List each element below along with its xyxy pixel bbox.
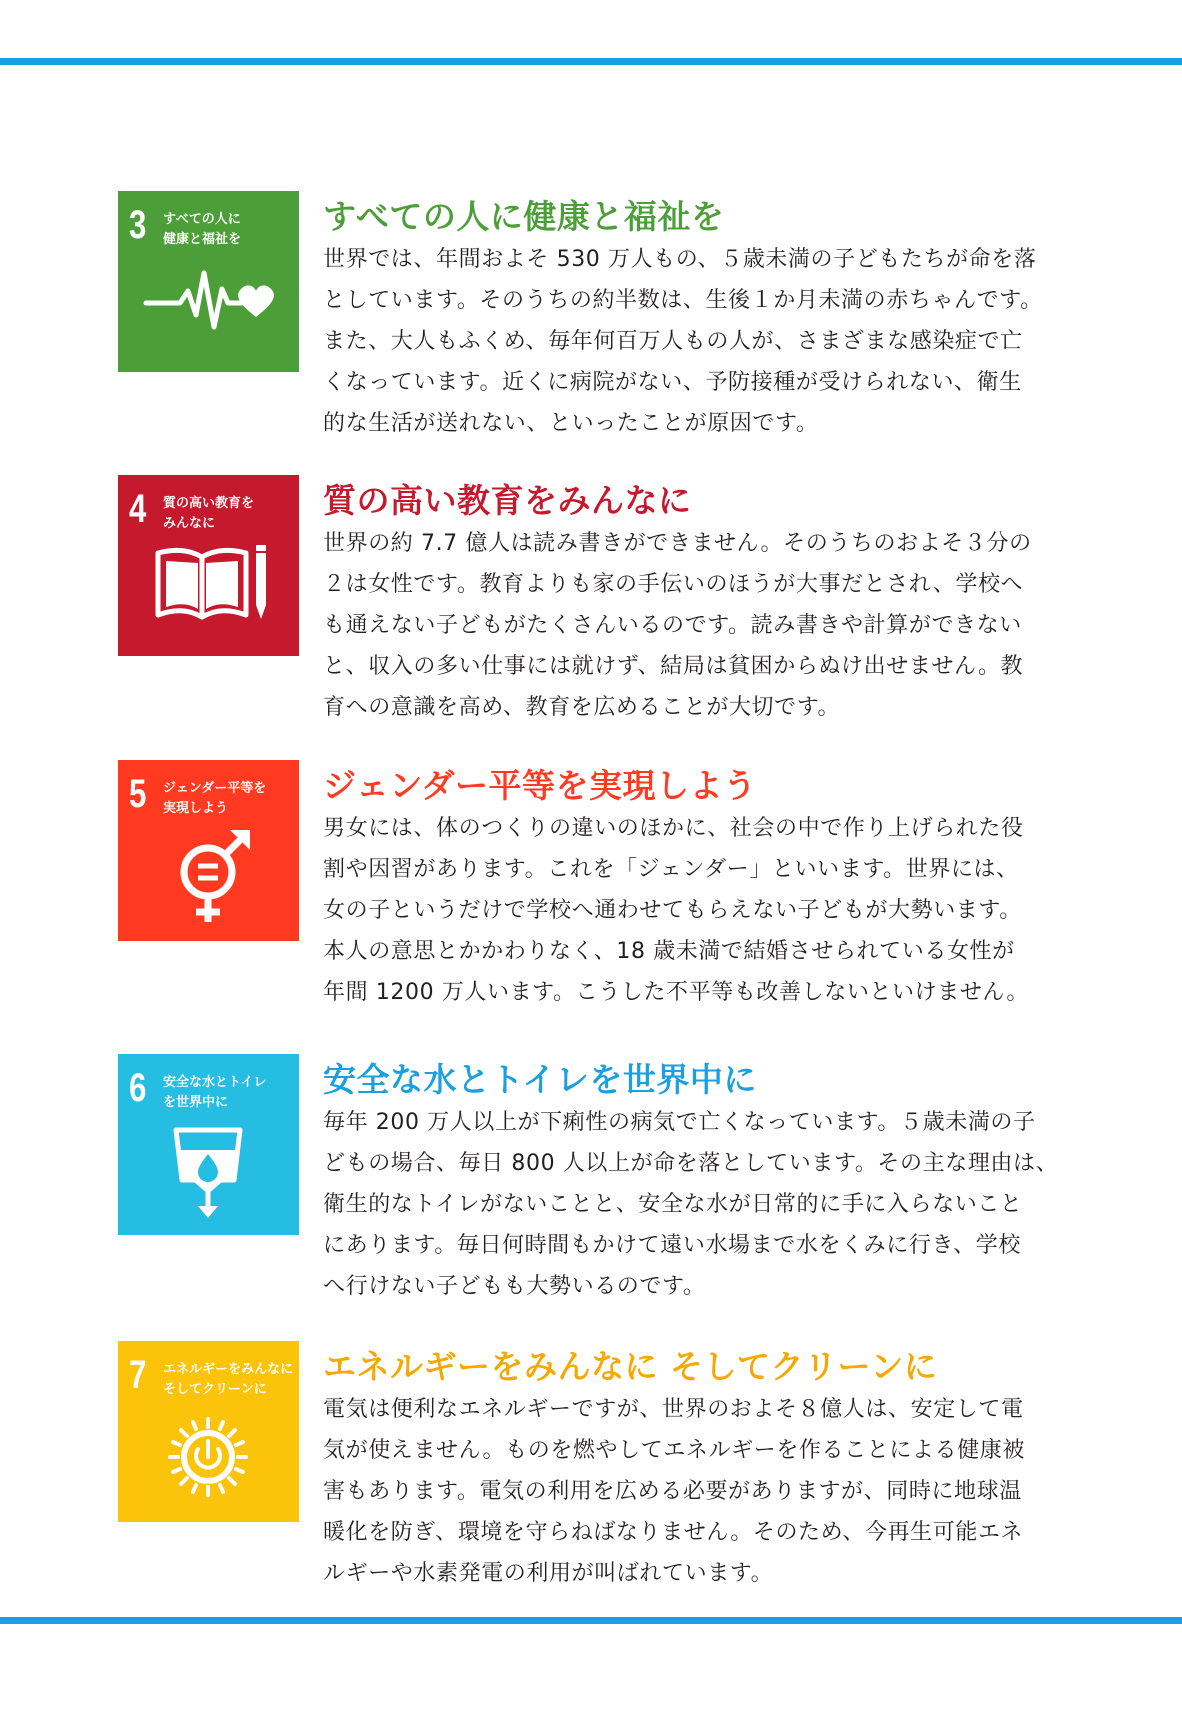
goal-5-line: 年間 1200 万人います。こうした不平等も改善しないといけません。 — [323, 980, 1029, 1005]
goal-7-line: 害もあります。電気の利用を広める必要がありますが、同時に地球温 — [323, 1479, 1022, 1504]
goal-6-title: 安全な水とトイレを世界中に — [323, 1060, 757, 1099]
goal-3-title: すべての人に健康と福祉を — [323, 197, 725, 236]
goal-5-title: ジェンダー平等を実現しよう — [323, 766, 757, 805]
goal-3-number: 3 — [129, 203, 147, 247]
goal-6-line: にあります。毎日何時間もかけて遠い水場まで水をくみに行き、学校 — [323, 1233, 1021, 1258]
goal-3-line: 世界では、年間およそ 530 万人もの、５歳未満の子どもたちが命を落 — [323, 247, 1037, 272]
goal-4-line: ２は女性です。教育よりも家の手伝いのほうが大事だとされ、学校へ — [323, 572, 1024, 597]
goal-4-line: 世界の約 7.7 億人は読み書きができません。そのうちのおよそ３分の — [323, 531, 1032, 556]
goal-3-tile-name: すべての人に 健康と福祉を — [163, 212, 242, 247]
goal-7-tile — [118, 1341, 299, 1522]
goal-7-tile-name: エネルギーをみんなに そしてクリーンに — [163, 1362, 294, 1397]
goal-6-line: どもの場合、毎日 800 人以上が命を落としています。その主な理由は、 — [323, 1151, 1059, 1176]
top-rule — [0, 58, 1182, 65]
goal-4-body — [323, 523, 1063, 728]
goal-4-line: 育への意識を高め、教育を広めることが大切です。 — [323, 695, 841, 720]
goal-6-tile — [118, 1054, 299, 1235]
goal-5-line: 割や因習があります。これを「ジェンダー」といいます。世界には、 — [323, 857, 1019, 882]
goal-5-tile — [118, 760, 299, 941]
goal-7-line: 暖化を防ぎ、環境を守らねばなりません。そのため、今再生可能エネ — [323, 1520, 1024, 1545]
goal-7-line: ルギーや水素発電の利用が叫ばれています。 — [323, 1561, 774, 1586]
goal-4-line: と、収入の多い仕事には就けず、結局は貧困からぬけ出せません。教 — [323, 654, 1024, 679]
goal-6-tile-name: 安全な水とトイレ を世界中に — [163, 1075, 267, 1110]
goal-4-number: 4 — [129, 487, 147, 531]
goal-3-line: くなっています。近くに病院がない、予防接種が受けられない、衛生 — [323, 370, 1022, 395]
goal-3-body — [323, 239, 1063, 444]
bottom-rule — [0, 1617, 1182, 1624]
goal-7-line: 気が使えません。ものを燃やしてエネルギーを作ることによる健康被 — [323, 1438, 1025, 1463]
goal-5-number: 5 — [129, 772, 147, 816]
goal-7-title: エネルギーをみんなに そしてクリーンに — [323, 1347, 938, 1386]
goal-3-line: また、大人もふくめ、毎年何百万人もの人が、さまざまな感染症で亡 — [323, 329, 1023, 354]
goal-6-line: へ行けない子どもも大勢いるのです。 — [323, 1274, 706, 1299]
goal-5-line: 本人の意思とかかわりなく、18 歳未満で結婚させられている女性が — [323, 939, 1015, 964]
goal-3-line: としています。そのうちの約半数は、生後１か月未満の赤ちゃんです。 — [323, 288, 1043, 313]
goal-3-line: 的な生活が送れない、といったことが原因です。 — [323, 411, 819, 436]
goal-7-line: 電気は便利なエネルギーですが、世界のおよそ８億人は、安定して電 — [323, 1397, 1024, 1422]
goal-4-title: 質の高い教育をみんなに — [323, 481, 692, 520]
goal-5-tile-name: ジェンダー平等を 実現しよう — [163, 781, 267, 816]
goal-6-line: 毎年 200 万人以上が下痢性の病気で亡くなっています。５歳未満の子 — [323, 1110, 1036, 1135]
goal-3-tile — [118, 191, 299, 372]
goal-5-line: 女の子というだけで学校へ通わせてもらえない子どもが大勢います。 — [323, 898, 1022, 923]
goal-6-body — [323, 1102, 1063, 1307]
goal-4-tile — [118, 475, 299, 656]
goal-4-tile-name: 質の高い教育を みんなに — [163, 496, 255, 531]
goal-6-line: 衛生的なトイレがないことと、安全な水が日常的に手に入らないこと — [323, 1192, 1023, 1217]
goal-6-number: 6 — [129, 1066, 147, 1110]
goal-7-number: 7 — [129, 1353, 147, 1397]
goal-5-line: 男女には、体のつくりの違いのほかに、社会の中で作り上げられた役 — [323, 816, 1024, 841]
goal-4-line: も通えない子どもがたくさんいるのです。読み書きや計算ができない — [323, 613, 1022, 638]
goal-7-body — [323, 1389, 1063, 1594]
goal-5-body — [323, 808, 1063, 1013]
